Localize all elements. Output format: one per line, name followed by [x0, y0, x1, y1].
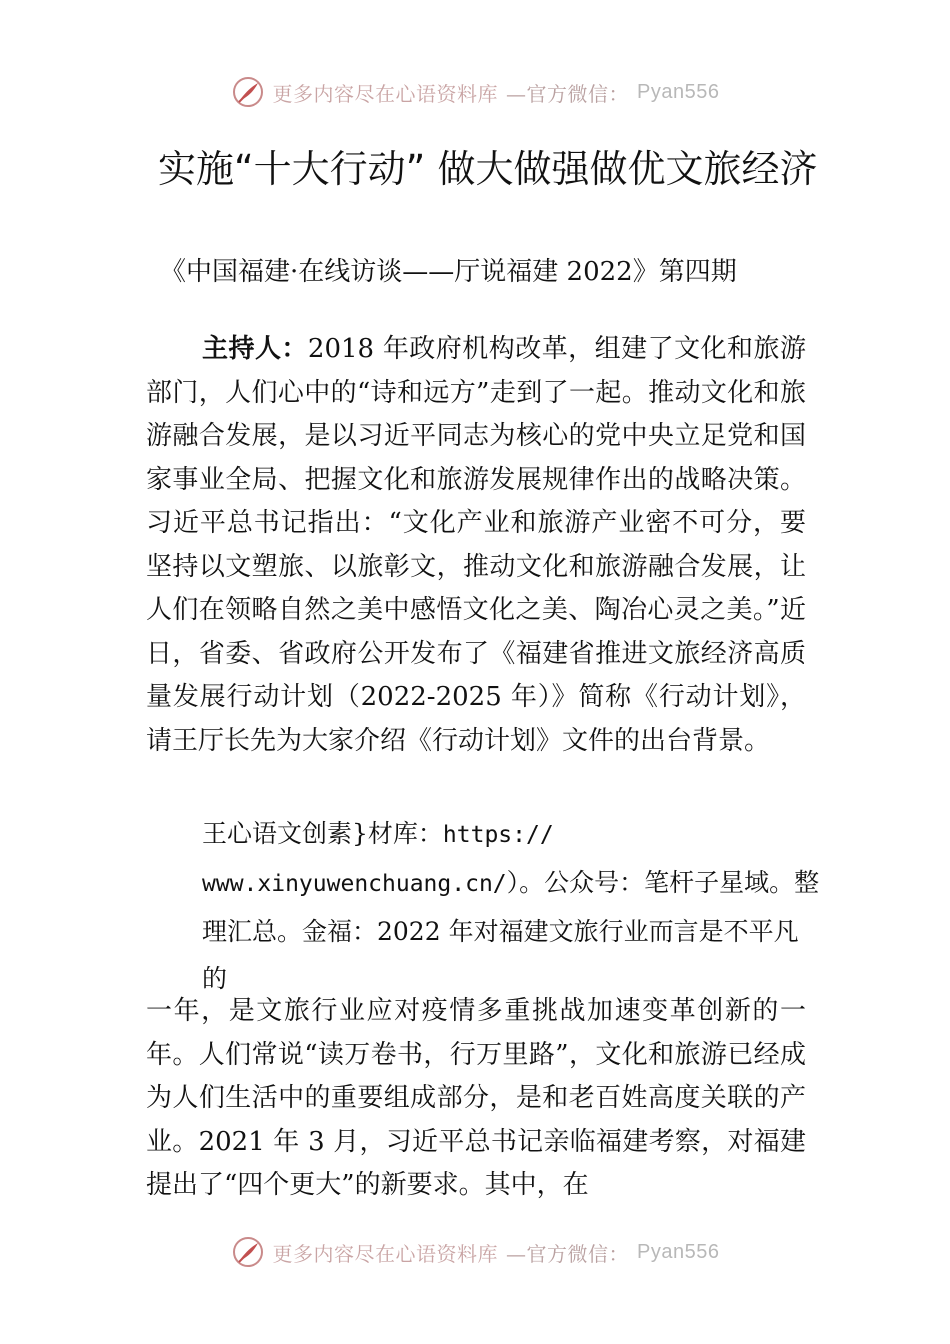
- quill-logo-icon: [231, 1235, 265, 1269]
- speaker-label: 主持人：: [202, 334, 308, 364]
- watermark-separator: —官方微信：: [506, 1241, 630, 1266]
- footer-watermark: [0, 1232, 950, 1272]
- watermark-wechat-id: Pyan556: [637, 1240, 720, 1263]
- source-prefix: 王心语文创素}材库：: [202, 819, 443, 848]
- header-watermark: [0, 72, 950, 112]
- paragraph-source-note: [202, 810, 822, 1002]
- quill-logo-icon: [231, 75, 265, 109]
- document-subtitle: 《中国福建·在线访谈——厅说福建 2022》第四期: [160, 257, 737, 287]
- paragraph-body: 2018 年政府机构改革，组建了文化和旅游部门，人们心中的“诗和远方”走到了一起。推动文化和旅游融合发展，是以习近平同志为核心的党中央立足党和国家事业全局、把握文化和旅游发展规律作出的战略决策。习近平总书记指出：“文化产业和旅游产业密不可分，要坚持以文塑旅、以旅彰文，推动文化和旅游融合发展，让人们在领略自然之美中感悟文化之美、陶冶心灵之美。”近日，省委、省政府公开发布了《福建省推进文旅经济高质量发展行动计划（2022-2025 年）》简称《行动计划》，请王厅长先为大家介绍《行动计划》文件的出台背景。: [146, 334, 806, 756]
- watermark-wechat-id: Pyan556: [637, 80, 720, 103]
- source-suffix: ）。公众号：笔杆子星域。整理汇总。金福：2022 年对福建文旅行业而言是不平凡的: [202, 868, 820, 993]
- source-url: https:// www.xinyuwenchuang.cn/: [202, 822, 554, 897]
- paragraph-host-question: [146, 328, 806, 763]
- watermark-text: 更多内容尽在心语资料库: [272, 81, 499, 106]
- watermark-text: 更多内容尽在心语资料库: [272, 1241, 499, 1266]
- document-title: 实施“十大行动” 做大做强做优文旅经济: [158, 147, 818, 191]
- watermark-separator: —官方微信：: [506, 81, 630, 106]
- paragraph-answer: 一年，是文旅行业应对疫情多重挑战加速变革创新的一年。人们常说“读万卷书，行万里路”，文化和旅游已经成为人们生活中的重要组成部分，是和老百姓高度关联的产业。2021 年 3 月，习近平总书记亲临福建考察，对福建提出了“四个更大”的新要求。其中，在: [146, 996, 806, 1200]
